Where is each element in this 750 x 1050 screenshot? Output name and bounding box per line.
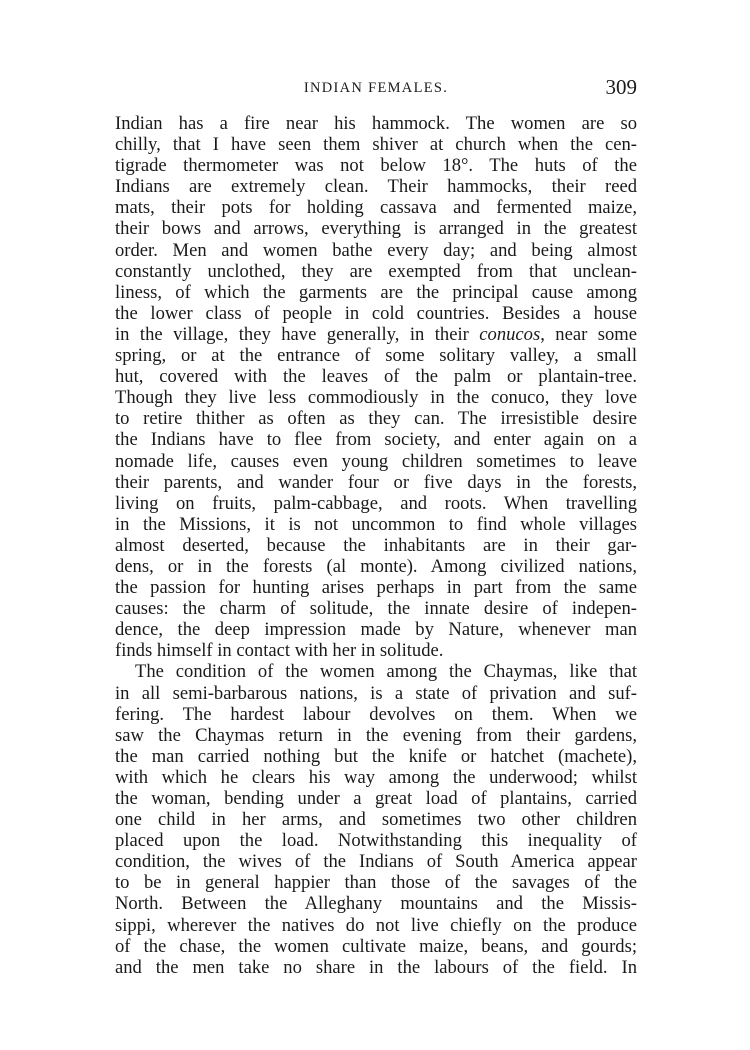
text-line: finds himself in contact with her in solitude. xyxy=(115,640,444,662)
text-line: chilly, that I have seen them shiver at church when the cen- xyxy=(115,134,637,156)
text-line: in all semi-barbarous nations, is a state of privation and suf- xyxy=(115,682,637,704)
text-line: the man carried nothing but the knife or hatchet (machete), xyxy=(115,745,637,767)
paragraph xyxy=(115,113,637,661)
text-line: dens, or in the forests (al monte). Among civilized nations, xyxy=(115,555,637,577)
text-line xyxy=(115,324,637,345)
text-line: and the men take no share in the labours of the field. In xyxy=(115,956,637,978)
text-line: dence, the deep impression made by Nature, whenever man xyxy=(115,619,637,641)
text-line: one child in her arms, and sometimes two other children xyxy=(115,809,637,831)
running-title: INDIAN FEMALES. xyxy=(303,80,449,96)
text-line: liness, of which the garments are the principal cause among xyxy=(115,281,637,303)
text-line: tigrade thermometer was not below 18°. The huts of the xyxy=(115,155,637,177)
text-line: sippi, wherever the natives do not live chiefly on the produce xyxy=(115,914,637,936)
text-line: their parents, and wander four or five days in the forests, xyxy=(115,471,637,493)
text-segment: in the village, they have generally, in their xyxy=(115,323,480,345)
text-line: fering. The hardest labour devolves on them. When we xyxy=(115,703,637,725)
text-line: hut, covered with the leaves of the palm or plantain-tree. xyxy=(115,366,637,388)
text-line: condition, the wives of the Indians of South America appear xyxy=(115,851,637,873)
text-segment: , near some xyxy=(540,323,637,345)
text-line: living on fruits, palm-cabbage, and roots. When travelling xyxy=(115,492,637,514)
text-line: causes: the charm of solitude, the innate desire of indepen- xyxy=(115,598,637,620)
text-line: constantly unclothed, they are exempted from that unclean- xyxy=(115,260,637,282)
running-head xyxy=(115,75,637,105)
text-line: in the Missions, it is not uncommon to find whole villages xyxy=(115,513,637,535)
text-line: the woman, bending under a great load of plantains, carried xyxy=(115,788,637,809)
text-line: order. Men and women bathe every day; and being almost xyxy=(115,239,637,261)
text-line: the lower class of people in cold countries. Besides a house xyxy=(115,302,637,324)
italic-term: conucos xyxy=(479,323,541,345)
text-line: placed upon the load. Notwithstanding this inequality of xyxy=(115,830,637,852)
text-line: of the chase, the women cultivate maize, beans, and gourds; xyxy=(115,935,637,957)
text-line: Indian has a fire near his hammock. The women are so xyxy=(115,113,637,134)
text-line: nomade life, causes even young children sometimes to leave xyxy=(115,450,637,472)
text-line: with which he clears his way among the underwood; whilst xyxy=(115,766,637,788)
text-line: the Indians have to flee from society, and enter again on a xyxy=(115,429,637,451)
text-line: spring, or at the entrance of some solitary valley, a small xyxy=(115,345,637,367)
text-line: almost deserted, because the inhabitants are in their gar- xyxy=(115,534,637,556)
text-line: Though they live less commodiously in the conuco, they love xyxy=(115,387,637,409)
paragraph xyxy=(115,661,637,977)
text-line: the passion for hunting arises perhaps in part from the same xyxy=(115,577,637,599)
text-line: to retire thither as often as they can. The irresistible desire xyxy=(115,408,637,430)
text-line: mats, their pots for holding cassava and fermented maize, xyxy=(115,197,637,219)
text-line: to be in general happier than those of the savages of the xyxy=(115,872,637,894)
text-line: saw the Chaymas return in the evening from their gardens, xyxy=(115,724,637,746)
text-line: North. Between the Alleghany mountains and the Missis- xyxy=(115,893,637,915)
body-text xyxy=(115,113,637,978)
text-line: Indians are extremely clean. Their hammocks, their reed xyxy=(115,176,637,198)
text-line: their bows and arrows, everything is arranged in the greatest xyxy=(115,218,637,240)
text-line: The condition of the women among the Chaymas, like that xyxy=(135,661,637,683)
page-number: 309 xyxy=(605,75,637,99)
